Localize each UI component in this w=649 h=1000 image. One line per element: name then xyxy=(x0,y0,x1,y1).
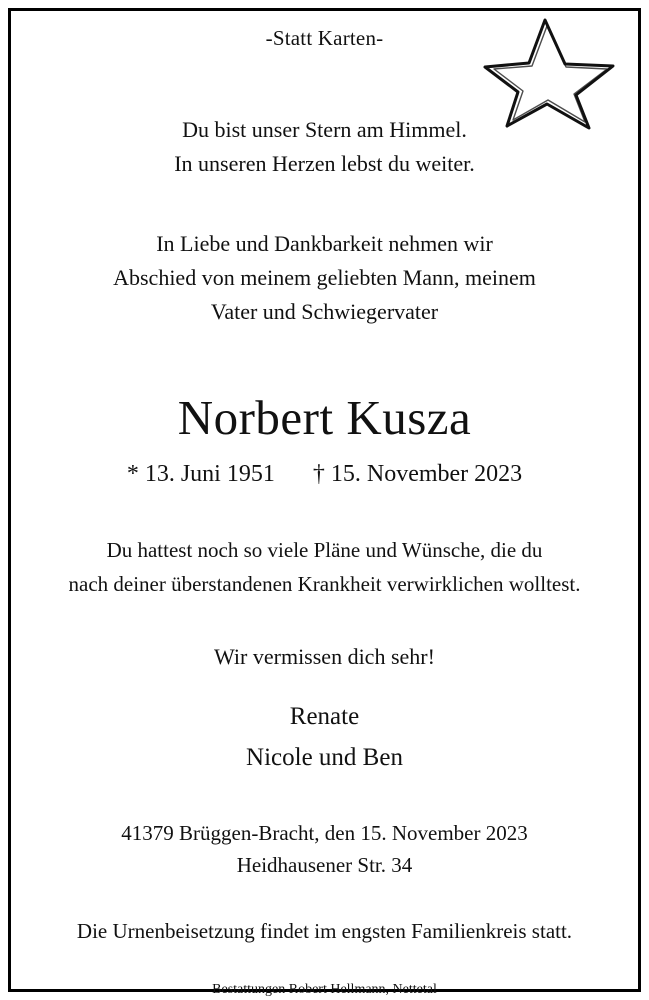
tribute-line-2: nach deiner überstandenen Krankheit verwirklichen wolltest. xyxy=(68,571,581,596)
funeral-home-credit: Bestattungen Robert Hellmann, Nettetal xyxy=(212,982,437,998)
notice-content xyxy=(20,14,629,998)
funeral-info: Die Urnenbeisetzung findet im engsten Familienkreis statt. xyxy=(76,919,573,944)
life-dates xyxy=(20,461,629,488)
poem-block xyxy=(20,113,629,181)
intro-block xyxy=(20,227,629,329)
intro-line-2: Abschied von meinem geliebten Mann, meinem xyxy=(113,265,536,291)
address-block xyxy=(20,818,629,881)
intro-line-1: In Liebe und Dankbarkeit nehmen wir xyxy=(156,231,493,257)
survivor-line-2: Nicole und Ben xyxy=(246,743,403,771)
intro-line-3: Vater und Schwiegervater xyxy=(210,299,439,325)
missing-you-text: Wir vermissen dich sehr! xyxy=(214,643,435,669)
tribute-block xyxy=(20,534,629,601)
address-line-2: Heidhausener Str. 34 xyxy=(236,852,413,877)
birth-date: * 13. Juni 1951 xyxy=(126,461,275,488)
deceased-name: Norbert Kusza xyxy=(177,390,472,446)
poem-line-1: Du bist unser Stern am Himmel. xyxy=(182,117,467,142)
poem-line-2: In unseren Herzen lebst du weiter. xyxy=(174,151,475,177)
address-line-1: 41379 Brüggen-Bracht, den 15. November 2023 xyxy=(121,821,528,846)
survivors-block xyxy=(20,696,629,779)
survivor-line-1: Renate xyxy=(289,702,360,730)
statt-karten-header: -Statt Karten- xyxy=(265,26,384,50)
death-date: † 15. November 2023 xyxy=(312,461,523,488)
tribute-line-1: Du hattest noch so viele Pläne und Wünsche, die du xyxy=(106,538,543,563)
